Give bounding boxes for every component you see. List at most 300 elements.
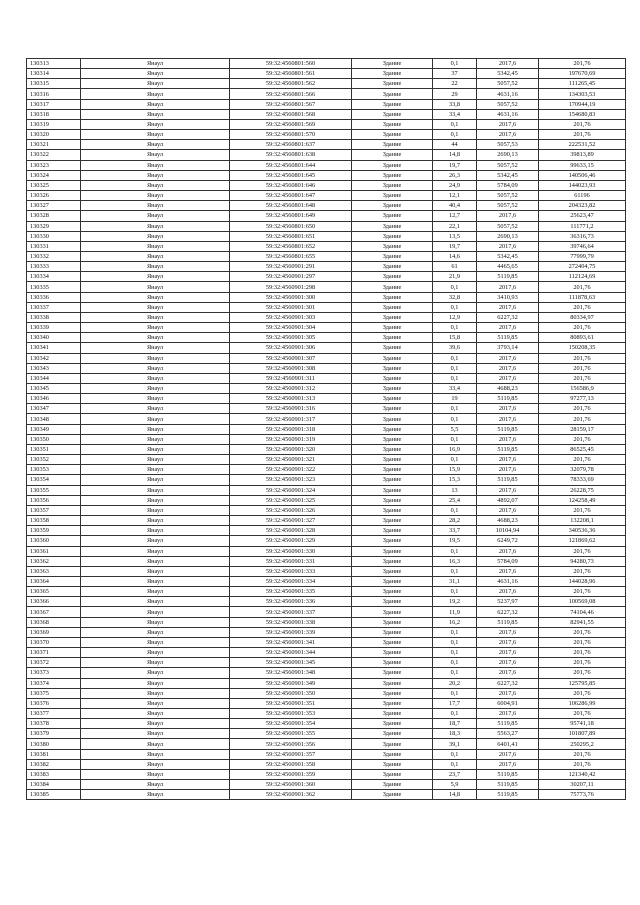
type-cell: Здание [352, 516, 433, 526]
unit-value-cell: 4688,23 [477, 516, 539, 526]
area-cell: 19,7 [433, 160, 477, 170]
cadastral-number-cell: 59:32:4560901:338 [230, 617, 352, 627]
type-cell: Здание [352, 475, 433, 485]
cadastral-number-cell: 59:32:4560901:353 [230, 709, 352, 719]
cost-cell: 61196 [539, 191, 626, 201]
district-cell: Янаул [81, 658, 230, 668]
district-cell: Янаул [81, 434, 230, 444]
cadastral-number-cell: 59:32:4560901:324 [230, 485, 352, 495]
id-cell: 130336 [27, 292, 81, 302]
area-cell: 0,1 [433, 709, 477, 719]
unit-value-cell: 5119,85 [477, 272, 539, 282]
id-cell: 130381 [27, 749, 81, 759]
id-cell: 130348 [27, 414, 81, 424]
cadastral-number-cell: 59:32:4560801:645 [230, 170, 352, 180]
cadastral-number-cell: 59:32:4560801:644 [230, 160, 352, 170]
table-row [27, 353, 626, 363]
table-row [27, 251, 626, 261]
area-cell: 15,3 [433, 475, 477, 485]
unit-value-cell: 4631,16 [477, 89, 539, 99]
district-cell: Янаул [81, 475, 230, 485]
cost-cell: 95741,18 [539, 719, 626, 729]
district-cell: Янаул [81, 160, 230, 170]
cost-cell: 140506,46 [539, 170, 626, 180]
unit-value-cell: 2017,6 [477, 414, 539, 424]
type-cell: Здание [352, 434, 433, 444]
district-cell: Янаул [81, 597, 230, 607]
cadastral-number-cell: 59:32:4560901:355 [230, 729, 352, 739]
district-cell: Янаул [81, 637, 230, 647]
id-cell: 130361 [27, 546, 81, 556]
area-cell: 0,1 [433, 627, 477, 637]
table-row [27, 719, 626, 729]
id-cell: 130358 [27, 516, 81, 526]
unit-value-cell: 5057,52 [477, 160, 539, 170]
unit-value-cell: 2017,6 [477, 211, 539, 221]
type-cell: Здание [352, 221, 433, 231]
id-cell: 130360 [27, 536, 81, 546]
id-cell: 130332 [27, 251, 81, 261]
cost-cell: 201,76 [539, 130, 626, 140]
cost-cell: 201,76 [539, 302, 626, 312]
unit-value-cell: 5057,53 [477, 140, 539, 150]
cost-cell: 272404,75 [539, 262, 626, 272]
type-cell: Здание [352, 363, 433, 373]
table-row [27, 729, 626, 739]
table-row [27, 566, 626, 576]
cost-cell: 26228,75 [539, 485, 626, 495]
area-cell: 0,1 [433, 130, 477, 140]
cost-cell: 121340,42 [539, 769, 626, 779]
cadastral-number-cell: 59:32:4560901:328 [230, 526, 352, 536]
cadastral-number-cell: 59:32:4560801:651 [230, 231, 352, 241]
cost-cell: 201,76 [539, 373, 626, 383]
table-row [27, 505, 626, 515]
district-cell: Янаул [81, 180, 230, 190]
cost-cell: 80893,61 [539, 333, 626, 343]
cadastral-number-cell: 59:32:4560901:326 [230, 505, 352, 515]
unit-value-cell: 2017,6 [477, 505, 539, 515]
cadastral-number-cell: 59:32:4560901:330 [230, 546, 352, 556]
type-cell: Здание [352, 597, 433, 607]
type-cell: Здание [352, 546, 433, 556]
cost-cell: 201,76 [539, 363, 626, 373]
cadastral-number-cell: 59:32:4560901:350 [230, 688, 352, 698]
type-cell: Здание [352, 526, 433, 536]
district-cell: Янаул [81, 536, 230, 546]
district-cell: Янаул [81, 59, 230, 69]
type-cell: Здание [352, 769, 433, 779]
area-cell: 0,1 [433, 546, 477, 556]
cadastral-number-cell: 59:32:4560901:331 [230, 556, 352, 566]
table-row [27, 648, 626, 658]
id-cell: 130375 [27, 688, 81, 698]
district-cell: Янаул [81, 729, 230, 739]
cadastral-number-cell: 59:32:4560901:320 [230, 444, 352, 454]
area-cell: 15,8 [433, 333, 477, 343]
id-cell: 130339 [27, 323, 81, 333]
id-cell: 130384 [27, 780, 81, 790]
district-cell: Янаул [81, 79, 230, 89]
table-row [27, 465, 626, 475]
cost-cell: 201,76 [539, 749, 626, 759]
cost-cell: 201,76 [539, 587, 626, 597]
cost-cell: 197670,69 [539, 69, 626, 79]
id-cell: 130379 [27, 729, 81, 739]
type-cell: Здание [352, 394, 433, 404]
area-cell: 0,1 [433, 59, 477, 69]
cadastral-number-cell: 59:32:4560801:561 [230, 69, 352, 79]
district-cell: Янаул [81, 241, 230, 251]
type-cell: Здание [352, 353, 433, 363]
cost-cell: 201,76 [539, 434, 626, 444]
unit-value-cell: 2017,6 [477, 302, 539, 312]
area-cell: 0,1 [433, 323, 477, 333]
cost-cell: 82941,55 [539, 617, 626, 627]
area-cell: 14,8 [433, 150, 477, 160]
table-row [27, 607, 626, 617]
table-row [27, 769, 626, 779]
table-row [27, 759, 626, 769]
table-row [27, 312, 626, 322]
cost-cell: 201,76 [539, 688, 626, 698]
table-row [27, 373, 626, 383]
unit-value-cell: 6227,32 [477, 312, 539, 322]
cost-cell: 201,76 [539, 414, 626, 424]
cost-cell: 201,76 [539, 353, 626, 363]
unit-value-cell: 2017,6 [477, 363, 539, 373]
unit-value-cell: 3793,14 [477, 343, 539, 353]
type-cell: Здание [352, 505, 433, 515]
area-cell: 0,1 [433, 749, 477, 759]
district-cell: Янаул [81, 262, 230, 272]
unit-value-cell: 6004,91 [477, 698, 539, 708]
area-cell: 0,1 [433, 373, 477, 383]
district-cell: Янаул [81, 566, 230, 576]
area-cell: 32,8 [433, 292, 477, 302]
table-row [27, 89, 626, 99]
table-row [27, 455, 626, 465]
area-cell: 22 [433, 79, 477, 89]
district-cell: Янаул [81, 312, 230, 322]
id-cell: 130380 [27, 739, 81, 749]
id-cell: 130341 [27, 343, 81, 353]
unit-value-cell: 2017,6 [477, 373, 539, 383]
district-cell: Янаул [81, 69, 230, 79]
cost-cell: 39813,89 [539, 150, 626, 160]
area-cell: 25,4 [433, 495, 477, 505]
cadastral-number-cell: 59:32:4560901:300 [230, 292, 352, 302]
cadastral-number-cell: 59:32:4560801:567 [230, 99, 352, 109]
id-cell: 130362 [27, 556, 81, 566]
area-cell: 33,4 [433, 384, 477, 394]
cadastral-number-cell: 59:32:4560901:325 [230, 495, 352, 505]
district-cell: Янаул [81, 465, 230, 475]
area-cell: 23,7 [433, 769, 477, 779]
cadastral-number-cell: 59:32:4560901:313 [230, 394, 352, 404]
type-cell: Здание [352, 668, 433, 678]
cadastral-number-cell: 59:32:4560901:311 [230, 373, 352, 383]
cost-cell: 99633,15 [539, 160, 626, 170]
cadastral-number-cell: 59:32:4560901:305 [230, 333, 352, 343]
area-cell: 15,9 [433, 465, 477, 475]
table-row [27, 292, 626, 302]
type-cell: Здание [352, 323, 433, 333]
cadastral-number-cell: 59:32:4560901:348 [230, 668, 352, 678]
table-row [27, 678, 626, 688]
type-cell: Здание [352, 384, 433, 394]
district-cell: Янаул [81, 150, 230, 160]
id-cell: 130367 [27, 607, 81, 617]
type-cell: Здание [352, 536, 433, 546]
type-cell: Здание [352, 99, 433, 109]
district-cell: Янаул [81, 780, 230, 790]
cadastral-number-cell: 59:32:4560801:569 [230, 119, 352, 129]
table-body [27, 59, 626, 800]
district-cell: Янаул [81, 343, 230, 353]
area-cell: 12,1 [433, 191, 477, 201]
table-row [27, 221, 626, 231]
id-cell: 130357 [27, 505, 81, 515]
district-cell: Янаул [81, 109, 230, 119]
type-cell: Здание [352, 119, 433, 129]
type-cell: Здание [352, 333, 433, 343]
area-cell: 33,7 [433, 526, 477, 536]
cadastral-number-cell: 59:32:4560801:652 [230, 241, 352, 251]
id-cell: 130333 [27, 262, 81, 272]
district-cell: Янаул [81, 576, 230, 586]
id-cell: 130314 [27, 69, 81, 79]
table-row [27, 69, 626, 79]
district-cell: Янаул [81, 292, 230, 302]
type-cell: Здание [352, 292, 433, 302]
type-cell: Здание [352, 729, 433, 739]
cadastral-number-cell: 59:32:4560801:637 [230, 140, 352, 150]
cadastral-number-cell: 59:32:4560901:307 [230, 353, 352, 363]
cost-cell: 25623,47 [539, 211, 626, 221]
district-cell: Янаул [81, 191, 230, 201]
district-cell: Янаул [81, 404, 230, 414]
cost-cell: 86525,45 [539, 444, 626, 454]
id-cell: 130326 [27, 191, 81, 201]
district-cell: Янаул [81, 201, 230, 211]
cadastral-number-cell: 59:32:4560901:354 [230, 719, 352, 729]
area-cell: 44 [433, 140, 477, 150]
type-cell: Здание [352, 89, 433, 99]
cadastral-number-cell: 59:32:4560901:327 [230, 516, 352, 526]
unit-value-cell: 5119,85 [477, 719, 539, 729]
type-cell: Здание [352, 678, 433, 688]
id-cell: 130345 [27, 384, 81, 394]
type-cell: Здание [352, 495, 433, 505]
unit-value-cell: 10104,94 [477, 526, 539, 536]
type-cell: Здание [352, 170, 433, 180]
area-cell: 17,7 [433, 698, 477, 708]
area-cell: 19,2 [433, 597, 477, 607]
cost-cell: 201,76 [539, 627, 626, 637]
id-cell: 130385 [27, 790, 81, 800]
type-cell: Здание [352, 262, 433, 272]
unit-value-cell: 2690,13 [477, 231, 539, 241]
type-cell: Здание [352, 79, 433, 89]
table-row [27, 99, 626, 109]
type-cell: Здание [352, 556, 433, 566]
district-cell: Янаул [81, 587, 230, 597]
cadastral-number-cell: 59:32:4560901:297 [230, 272, 352, 282]
cadastral-number-cell: 59:32:4560901:335 [230, 587, 352, 597]
type-cell: Здание [352, 191, 433, 201]
type-cell: Здание [352, 455, 433, 465]
id-cell: 130366 [27, 597, 81, 607]
cost-cell: 201,76 [539, 668, 626, 678]
district-cell: Янаул [81, 444, 230, 454]
cadastral-number-cell: 59:32:4560901:360 [230, 780, 352, 790]
type-cell: Здание [352, 749, 433, 759]
type-cell: Здание [352, 617, 433, 627]
area-cell: 19,7 [433, 241, 477, 251]
table-row [27, 109, 626, 119]
district-cell: Янаул [81, 505, 230, 515]
cadastral-number-cell: 59:32:4560801:562 [230, 79, 352, 89]
unit-value-cell: 5119,85 [477, 780, 539, 790]
id-cell: 130331 [27, 241, 81, 251]
id-cell: 130322 [27, 150, 81, 160]
cost-cell: 121869,62 [539, 536, 626, 546]
cadastral-number-cell: 59:32:4560901:337 [230, 607, 352, 617]
cadastral-number-cell: 59:32:4560901:344 [230, 648, 352, 658]
table-row [27, 627, 626, 637]
unit-value-cell: 2017,6 [477, 546, 539, 556]
area-cell: 18,7 [433, 719, 477, 729]
cost-cell: 201,76 [539, 637, 626, 647]
cost-cell: 30207,11 [539, 780, 626, 790]
cadastral-number-cell: 59:32:4560901:358 [230, 759, 352, 769]
cost-cell: 201,76 [539, 759, 626, 769]
district-cell: Янаул [81, 526, 230, 536]
id-cell: 130368 [27, 617, 81, 627]
type-cell: Здание [352, 627, 433, 637]
id-cell: 130373 [27, 668, 81, 678]
type-cell: Здание [352, 404, 433, 414]
table-row [27, 546, 626, 556]
table-row [27, 394, 626, 404]
id-cell: 130313 [27, 59, 81, 69]
cadastral-number-cell: 59:32:4560801:570 [230, 130, 352, 140]
cadastral-number-cell: 59:32:4560901:334 [230, 576, 352, 586]
table-row [27, 617, 626, 627]
cost-cell: 201,76 [539, 566, 626, 576]
unit-value-cell: 4465,65 [477, 262, 539, 272]
district-cell: Янаул [81, 363, 230, 373]
id-cell: 130363 [27, 566, 81, 576]
table-row [27, 526, 626, 536]
id-cell: 130378 [27, 719, 81, 729]
cadastral-number-cell: 59:32:4560801:655 [230, 251, 352, 261]
cadastral-number-cell: 59:32:4560901:322 [230, 465, 352, 475]
area-cell: 0,1 [433, 404, 477, 414]
area-cell: 39,1 [433, 739, 477, 749]
area-cell: 16,3 [433, 556, 477, 566]
table-row [27, 688, 626, 698]
district-cell: Янаул [81, 607, 230, 617]
type-cell: Здание [352, 150, 433, 160]
district-cell: Янаул [81, 130, 230, 140]
area-cell: 29 [433, 89, 477, 99]
id-cell: 130374 [27, 678, 81, 688]
type-cell: Здание [352, 109, 433, 119]
id-cell: 130321 [27, 140, 81, 150]
table-row [27, 79, 626, 89]
type-cell: Здание [352, 485, 433, 495]
cost-cell: 111878,63 [539, 292, 626, 302]
cost-cell: 201,76 [539, 59, 626, 69]
unit-value-cell: 2017,6 [477, 668, 539, 678]
cost-cell: 101807,89 [539, 729, 626, 739]
type-cell: Здание [352, 688, 433, 698]
cost-cell: 201,76 [539, 119, 626, 129]
type-cell: Здание [352, 343, 433, 353]
document-page [26, 58, 615, 800]
district-cell: Янаул [81, 709, 230, 719]
area-cell: 0,1 [433, 648, 477, 658]
area-cell: 0,1 [433, 363, 477, 373]
unit-value-cell: 2017,6 [477, 648, 539, 658]
id-cell: 130382 [27, 759, 81, 769]
area-cell: 0,1 [433, 353, 477, 363]
area-cell: 0,1 [433, 119, 477, 129]
cadastral-number-cell: 59:32:4560901:318 [230, 424, 352, 434]
cost-cell: 201,76 [539, 455, 626, 465]
unit-value-cell: 3410,93 [477, 292, 539, 302]
table-row [27, 282, 626, 292]
area-cell: 39,6 [433, 343, 477, 353]
type-cell: Здание [352, 658, 433, 668]
type-cell: Здание [352, 251, 433, 261]
area-cell: 33,4 [433, 109, 477, 119]
type-cell: Здание [352, 231, 433, 241]
type-cell: Здание [352, 648, 433, 658]
type-cell: Здание [352, 201, 433, 211]
cadastral-number-cell: 59:32:4560901:306 [230, 343, 352, 353]
cadastral-number-cell: 59:32:4560901:333 [230, 566, 352, 576]
cadastral-number-cell: 59:32:4560901:323 [230, 475, 352, 485]
id-cell: 130365 [27, 587, 81, 597]
unit-value-cell: 5784,09 [477, 180, 539, 190]
cost-cell: 204323,82 [539, 201, 626, 211]
type-cell: Здание [352, 69, 433, 79]
cadastral-number-cell: 59:32:4560801:566 [230, 89, 352, 99]
table-row [27, 333, 626, 343]
type-cell: Здание [352, 272, 433, 282]
cadastral-number-cell: 59:32:4560901:351 [230, 698, 352, 708]
cost-cell: 201,76 [539, 709, 626, 719]
district-cell: Янаул [81, 323, 230, 333]
table-row [27, 495, 626, 505]
cadastral-number-cell: 59:32:4560801:649 [230, 211, 352, 221]
cadastral-number-cell: 59:32:4560801:646 [230, 180, 352, 190]
area-cell: 21,9 [433, 272, 477, 282]
type-cell: Здание [352, 59, 433, 69]
area-cell: 0,1 [433, 505, 477, 515]
area-cell: 16,9 [433, 444, 477, 454]
type-cell: Здание [352, 180, 433, 190]
table-row [27, 536, 626, 546]
district-cell: Янаул [81, 99, 230, 109]
district-cell: Янаул [81, 414, 230, 424]
id-cell: 130372 [27, 658, 81, 668]
id-cell: 130329 [27, 221, 81, 231]
cost-cell: 28159,17 [539, 424, 626, 434]
